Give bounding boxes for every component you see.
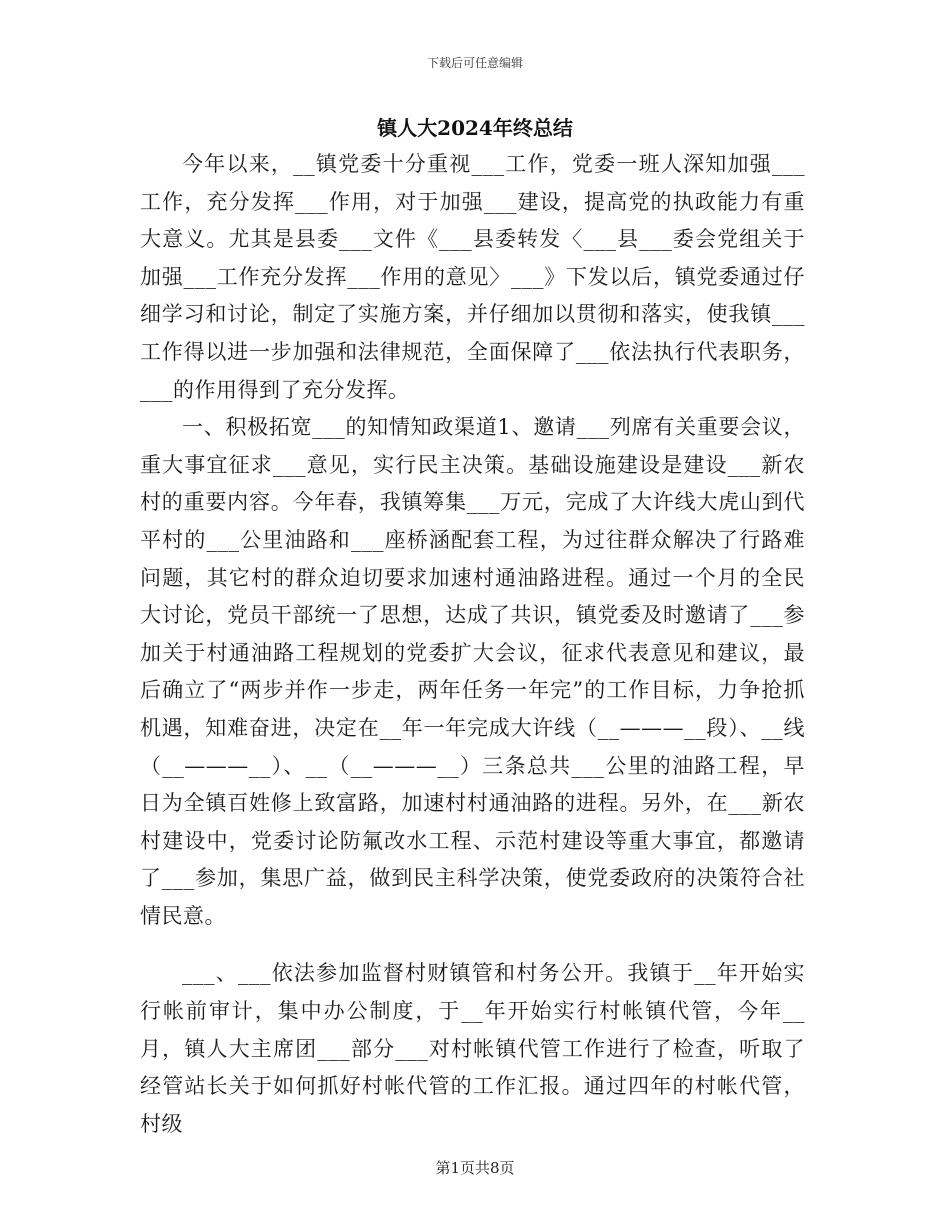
page-number-footer: 第1页共8页 (435, 1159, 515, 1177)
document-body (140, 146, 805, 1143)
header-note: 下载后可任意编辑 (426, 56, 523, 70)
document-title: 镇人大2024年终总结 (377, 116, 573, 140)
paragraph-intro: 今年以来，__镇党委十分重视___工作，党委一班人深知加强___工作，充分发挥___作用，对于加强___建设，提高党的执政能力有重大意义。尤其是县委___文件《___县委转发〈___县___委会党组关于加强___工作充分发挥___作用的意见〉___》下发以后，镇党委通过仔细学习和讨论，制定了实施方案，并仔细加以贯彻和落实，使我镇___工作得以进一步加强和法律规范，全面保障了___依法执行代表职务，___的作用得到了充分发挥。 (140, 152, 805, 402)
paragraph-section-2: ___、___依法参加监督村财镇管和村务公开。我镇于__年开始实行帐前审计，集中办公制度，于__年开始实行村帐镇代管，今年__月，镇人大主席团___部分___对村帐镇代管工作进行了检查，听取了经管站长关于如何抓好村帐代管的工作汇报。通过四年的村帐代管，村级 (140, 961, 805, 1136)
paragraph-section-1: 一、积极拓宽___的知情知政渠道1、邀请___列席有关重要会议，重大事宜征求___意见，实行民主决策。基础设施建设是建设___新农村的重要内容。今年春，我镇筹集___万元，完成了大许线大虎山到代平村的___公里油路和___座桥涵配套工程，为过往群众解决了行路难问题，其它村的群众迫切要求加速村通油路进程。通过一个月的全民大讨论，党员干部统一了思想，达成了共识，镇党委及时邀请了___参加关于村通油路工程规划的党委扩大会议，征求代表意见和建议，最后确立了“两步并作一步走，两年任务一年完”的工作目标，力争抢抓机遇，知难奋进，决定在__年一年完成大许线（__———__段）、__线（__———__）、__（__———__）三条总共___公里的油路工程，早日为全镇百姓修上致富路，加速村村通油路的进程。另外，在___新农村建设中，党委讨论防氟改水工程、示范村建设等重大事宜，都邀请了___参加，集思广益，做到民主科学决策，使党委政府的决策符合社情民意。 (140, 415, 805, 928)
